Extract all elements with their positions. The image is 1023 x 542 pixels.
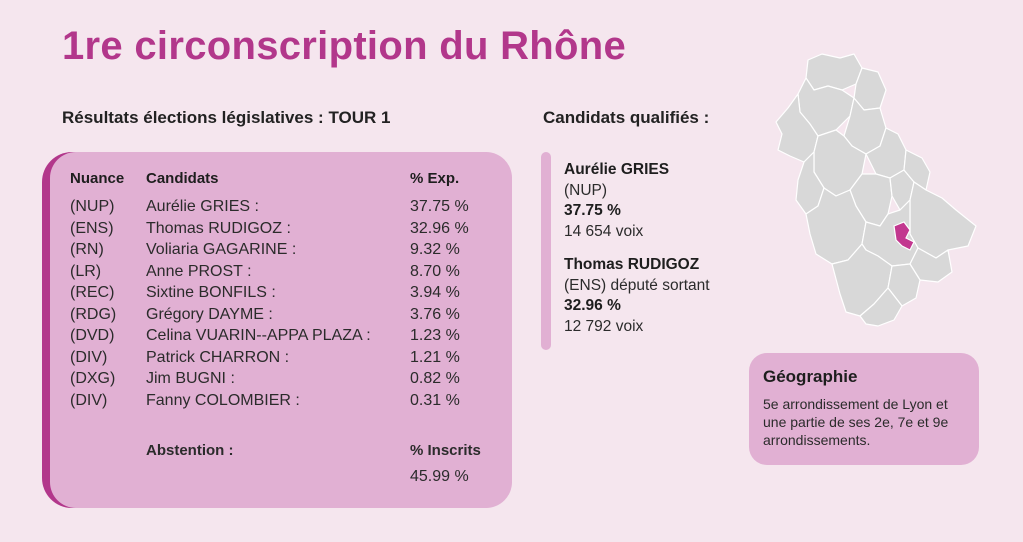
nuance: (DVD): [70, 327, 115, 344]
nuance: (ENS): [70, 219, 114, 237]
qualified-accent-bar: [541, 152, 551, 350]
nuance: (RN): [70, 241, 104, 258]
nuance: (LR): [70, 262, 102, 280]
geography-text: 5e arrondissement de Lyon et une partie de ses 2e, 7e et 9e arrondissements.: [763, 396, 949, 448]
result-row: [70, 370, 510, 392]
qualified-pct: 32.96 %: [564, 297, 621, 314]
abstention-value: 45.99 %: [410, 468, 469, 485]
candidate-pct: 1.21 %: [410, 348, 460, 366]
candidate-name: Jim BUGNI :: [146, 370, 235, 387]
candidate-pct: 3.94 %: [410, 284, 460, 301]
nuance: (RDG): [70, 305, 117, 323]
result-row: [70, 241, 510, 263]
abstention-header: % Inscrits: [410, 442, 481, 459]
candidate-name: Thomas RUDIGOZ :: [146, 219, 291, 237]
map-district: [910, 182, 976, 258]
candidate-pct: 8.70 %: [410, 262, 460, 280]
results-list: [70, 198, 510, 413]
result-row: [70, 349, 510, 371]
result-row: [70, 284, 510, 306]
result-row: [70, 263, 510, 285]
header-candidats: Candidats: [146, 170, 219, 187]
results-card-body: [50, 152, 512, 508]
map-district: [806, 54, 862, 90]
results-section-title: Résultats élections législatives : TOUR 1: [62, 108, 391, 127]
candidate-pct: 32.96 %: [410, 219, 469, 237]
page-title: 1re circonscription du Rhône: [62, 24, 627, 68]
nuance: (DXG): [70, 370, 116, 387]
nuance: (NUP): [70, 198, 115, 215]
candidate-name: Aurélie GRIES :: [146, 198, 259, 215]
qualified-party: (NUP): [564, 181, 608, 199]
nuance: (REC): [70, 284, 115, 301]
geography-card: [749, 353, 979, 465]
qualified-votes: 14 654 voix: [564, 222, 644, 240]
candidate-name: Patrick CHARRON :: [146, 348, 290, 366]
qualified-section-title: Candidats qualifiés :: [543, 108, 710, 127]
candidate-pct: 0.82 %: [410, 370, 460, 387]
result-row: [70, 392, 510, 414]
candidate-name: Voliaria GAGARINE :: [146, 241, 297, 258]
nuance: (DIV): [70, 391, 108, 409]
qualified-votes: 12 792 voix: [564, 317, 644, 335]
qualified-candidate: [564, 160, 669, 242]
candidate-name: Grégory DAYME :: [146, 305, 273, 323]
candidate-pct: 3.76 %: [410, 305, 460, 323]
results-card: [42, 152, 512, 508]
qualified-party: (ENS) député sortant: [564, 276, 710, 294]
header-nuance: Nuance: [70, 170, 125, 187]
candidate-name: Celina VUARIN--APPA PLAZA :: [146, 327, 371, 344]
result-row: [70, 306, 510, 328]
candidate-pct: 37.75 %: [410, 198, 469, 215]
header-pct-exp: % Exp.: [410, 170, 460, 187]
rhone-map: [770, 50, 985, 332]
qualified-name: Thomas RUDIGOZ: [564, 256, 700, 273]
qualified-name: Aurélie GRIES: [564, 161, 670, 178]
candidate-pct: 9.32 %: [410, 241, 460, 258]
candidate-name: Sixtine BONFILS :: [146, 284, 276, 301]
candidate-pct: 0.31 %: [410, 391, 460, 409]
result-row: [70, 327, 510, 349]
qualified-pct: 37.75 %: [564, 202, 621, 219]
result-row: [70, 198, 510, 220]
candidate-name: Fanny COLOMBIER :: [146, 391, 300, 409]
abstention-label: Abstention :: [146, 442, 234, 459]
qualified-candidate: [564, 255, 710, 337]
nuance: (DIV): [70, 348, 108, 366]
geography-title: Géographie: [763, 367, 858, 386]
candidate-pct: 1.23 %: [410, 327, 460, 344]
candidate-name: Anne PROST :: [146, 262, 252, 280]
result-row: [70, 220, 510, 242]
